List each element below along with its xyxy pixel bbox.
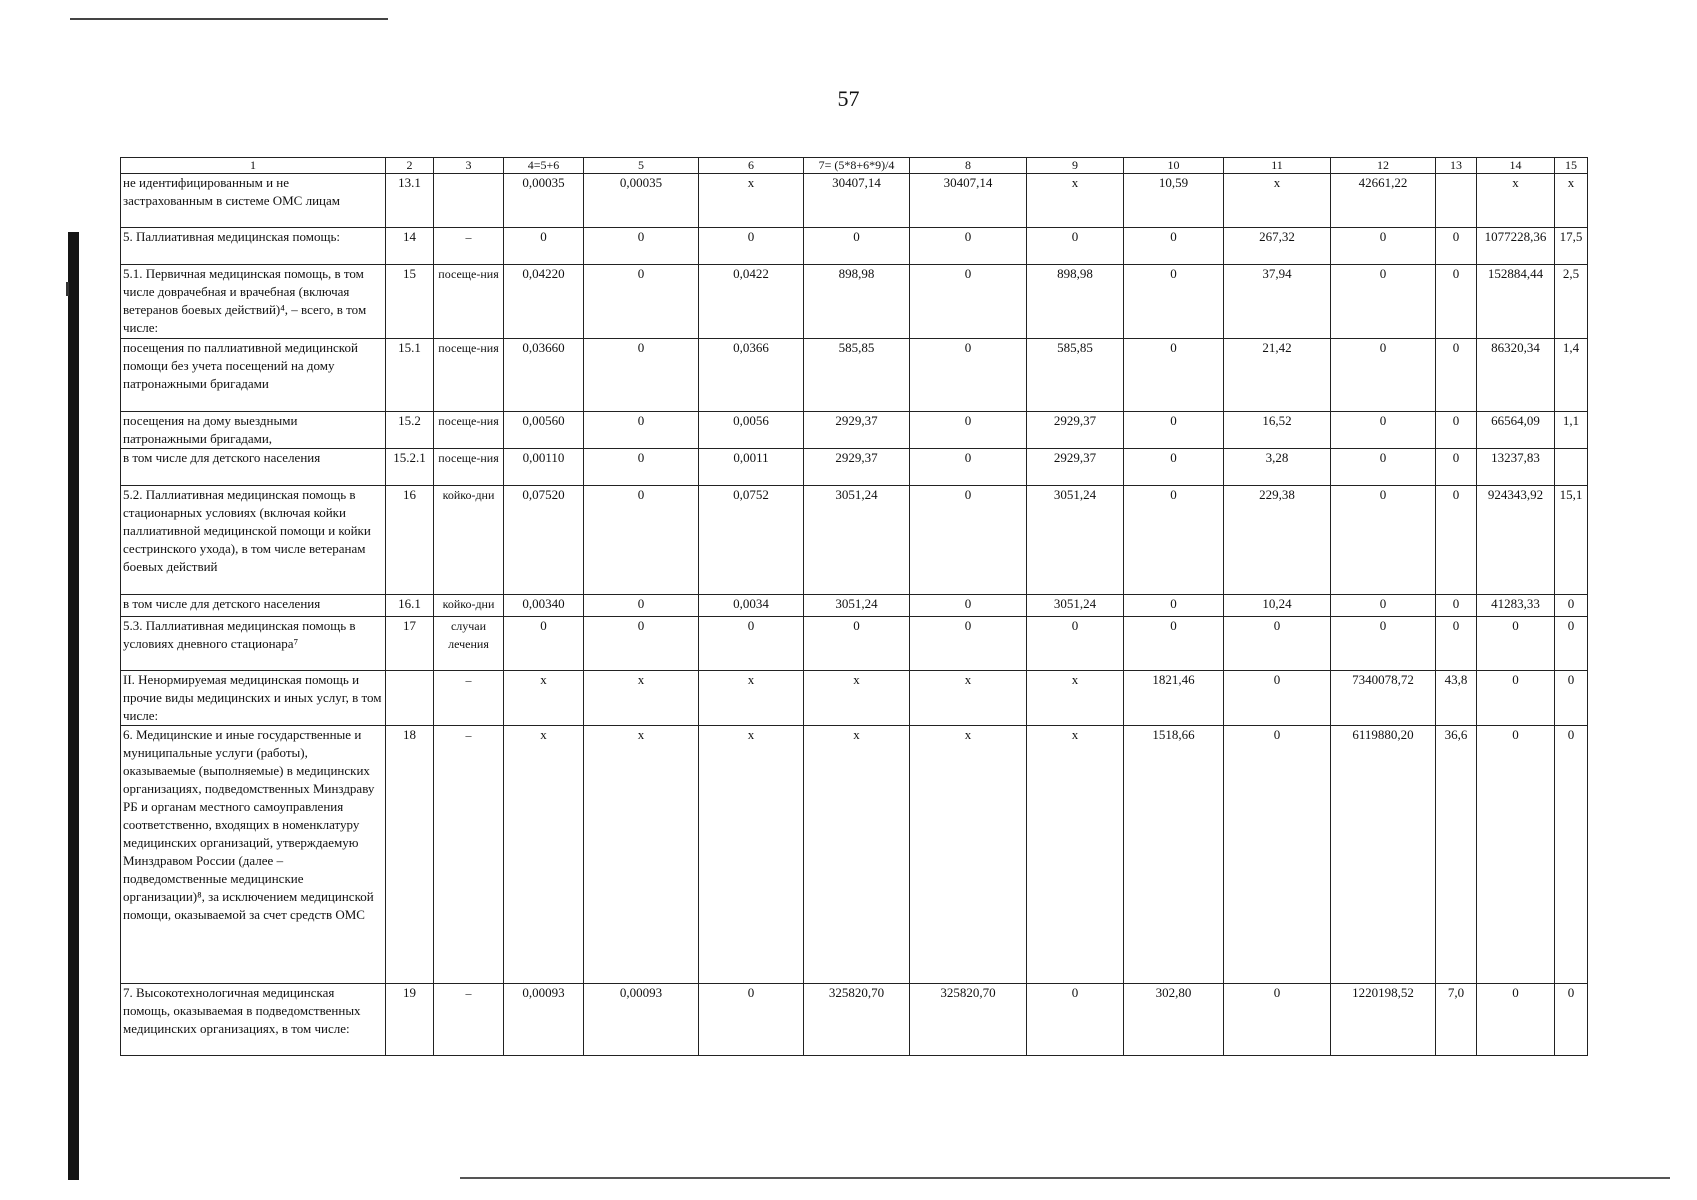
header-cell: 3 <box>434 158 504 174</box>
header-cell: 11 <box>1224 158 1331 174</box>
table-cell: посеще-ния <box>434 449 504 486</box>
table-cell: 0 <box>584 412 699 449</box>
table-cell: 0 <box>1436 339 1477 412</box>
table-cell: 2929,37 <box>1027 449 1124 486</box>
table-cell: 0 <box>584 339 699 412</box>
table-cell: 0 <box>1124 265 1224 339</box>
table-cell: 0 <box>1124 595 1224 617</box>
table-cell: 10,24 <box>1224 595 1331 617</box>
table-cell: х <box>804 671 910 726</box>
table-cell: 0 <box>1224 726 1331 984</box>
table-cell: 0,0056 <box>699 412 804 449</box>
table-cell: 2,5 <box>1555 265 1588 339</box>
table-cell: 0 <box>1331 449 1436 486</box>
table-cell: посеще-ния <box>434 265 504 339</box>
table-cell: 0 <box>1555 595 1588 617</box>
table-cell: койко-дни <box>434 486 504 595</box>
table-cell: 66564,09 <box>1477 412 1555 449</box>
table-cell: 0,0366 <box>699 339 804 412</box>
table-cell: 0 <box>1331 595 1436 617</box>
table-cell: 0 <box>1555 671 1588 726</box>
table-cell: 0 <box>1555 984 1588 1056</box>
table-cell: 1077228,36 <box>1477 228 1555 265</box>
table-cell: 18 <box>386 726 434 984</box>
header-cell: 12 <box>1331 158 1436 174</box>
table-cell: 0 <box>584 595 699 617</box>
table-cell: 0 <box>584 265 699 339</box>
table-cell: 0,0422 <box>699 265 804 339</box>
table-cell: 0 <box>584 617 699 671</box>
table-cell: – <box>434 726 504 984</box>
table-cell: 0 <box>910 339 1027 412</box>
table-cell: 0 <box>1555 617 1588 671</box>
header-cell: 6 <box>699 158 804 174</box>
table-cell: 0 <box>910 449 1027 486</box>
table-cell: 0 <box>1477 984 1555 1056</box>
table-cell: 1518,66 <box>1124 726 1224 984</box>
table-cell <box>386 671 434 726</box>
table-cell: х <box>1027 726 1124 984</box>
table-cell: х <box>910 671 1027 726</box>
table-cell: посеще-ния <box>434 339 504 412</box>
table-row <box>121 228 1588 265</box>
table-cell: 0 <box>1436 617 1477 671</box>
table-cell: 0 <box>910 228 1027 265</box>
table-cell: 898,98 <box>1027 265 1124 339</box>
table-cell: 0 <box>1331 265 1436 339</box>
table-cell: 0 <box>1124 412 1224 449</box>
row-label: посещения на дому выездными патронажными бригадами, <box>121 412 386 449</box>
table-cell: х <box>1477 174 1555 228</box>
scan-left-tick <box>66 282 69 296</box>
header-row <box>121 158 1588 174</box>
table-cell <box>434 174 504 228</box>
table-cell: 86320,34 <box>1477 339 1555 412</box>
table-cell: 3051,24 <box>804 595 910 617</box>
header-cell: 7= (5*8+6*9)/4 <box>804 158 910 174</box>
table-cell: 152884,44 <box>1477 265 1555 339</box>
row-label: 5.1. Первичная медицинская помощь, в том числе доврачебная и врачебная (включая ветеранов боевых действий)⁴, – всего, в том числе: <box>121 265 386 339</box>
table-cell: х <box>910 726 1027 984</box>
header-cell: 10 <box>1124 158 1224 174</box>
table-cell: 0,0011 <box>699 449 804 486</box>
table-cell: 21,42 <box>1224 339 1331 412</box>
table-cell: 36,6 <box>1436 726 1477 984</box>
table-cell: 0 <box>1477 671 1555 726</box>
table-cell: 0,03660 <box>504 339 584 412</box>
table-cell: 0 <box>1027 228 1124 265</box>
table-cell: 2929,37 <box>804 412 910 449</box>
table-cell <box>1436 174 1477 228</box>
table-row <box>121 449 1588 486</box>
table-cell: 0,00110 <box>504 449 584 486</box>
table-cell: 585,85 <box>1027 339 1124 412</box>
table-cell: х <box>804 726 910 984</box>
table-row <box>121 617 1588 671</box>
table-cell: 2929,37 <box>804 449 910 486</box>
table-cell: 0 <box>699 617 804 671</box>
table-cell: 17,5 <box>1555 228 1588 265</box>
table-row <box>121 595 1588 617</box>
table-cell: 13237,83 <box>1477 449 1555 486</box>
table-row <box>121 671 1588 726</box>
scan-bottom-line <box>460 1177 1670 1179</box>
table-cell: х <box>1027 174 1124 228</box>
row-label: 5.3. Паллиативная медицинская помощь в условиях дневного стационара⁷ <box>121 617 386 671</box>
table-cell: х <box>1555 174 1588 228</box>
table-cell: 924343,92 <box>1477 486 1555 595</box>
table-row <box>121 412 1588 449</box>
table-cell: 1220198,52 <box>1331 984 1436 1056</box>
table-cell: 10,59 <box>1124 174 1224 228</box>
table-cell: 19 <box>386 984 434 1056</box>
table-cell: 0 <box>1477 617 1555 671</box>
table-cell: 0,00093 <box>504 984 584 1056</box>
table-cell: 0 <box>910 412 1027 449</box>
table-cell: 42661,22 <box>1331 174 1436 228</box>
row-label: не идентифицированным и не застрахованным в системе ОМС лицам <box>121 174 386 228</box>
table-cell: 0 <box>504 617 584 671</box>
table-cell: 0,0752 <box>699 486 804 595</box>
row-label: 7. Высокотехнологичная медицинская помощь, оказываемая в подведомственных медицинских организациях, в том числе: <box>121 984 386 1056</box>
header-cell: 13 <box>1436 158 1477 174</box>
table-cell: 0 <box>1436 265 1477 339</box>
table-cell: 0,04220 <box>504 265 584 339</box>
table-cell: 0 <box>1224 671 1331 726</box>
table-cell: 7340078,72 <box>1331 671 1436 726</box>
table-cell: 43,8 <box>1436 671 1477 726</box>
table-cell: 0 <box>804 617 910 671</box>
table-row <box>121 726 1588 984</box>
table-cell: 0 <box>1436 449 1477 486</box>
table-cell: 0 <box>1477 726 1555 984</box>
table-cell: 0,00035 <box>584 174 699 228</box>
table-cell: 0 <box>1436 486 1477 595</box>
row-label: 6. Медицинские и иные государственные и муниципальные услуги (работы), оказываемые (выполняемые) в медицинских организациях, подведомственных Минздраву РБ и органам местного самоуправления соответственно, входящих в номенклатуру медицинских организаций, утверждаемую Минздравом России (далее – подведомственные медицинские организации)⁸, за исключением медицинской помощи, оказываемой за счет средств ОМС <box>121 726 386 984</box>
row-label: посещения по паллиативной медицинской помощи без учета посещений на дому патронажными бригадами <box>121 339 386 412</box>
table-cell: 30407,14 <box>910 174 1027 228</box>
table-cell: 0 <box>699 228 804 265</box>
table-cell: 325820,70 <box>910 984 1027 1056</box>
table-cell: 0 <box>910 617 1027 671</box>
table-cell: 898,98 <box>804 265 910 339</box>
table-cell: 3051,24 <box>804 486 910 595</box>
data-table <box>120 157 1588 1056</box>
table-cell: 16.1 <box>386 595 434 617</box>
table-cell: 0 <box>1124 486 1224 595</box>
table-cell: 0 <box>910 595 1027 617</box>
table-cell: 37,94 <box>1224 265 1331 339</box>
table-cell: 15.1 <box>386 339 434 412</box>
table-cell: 0 <box>1436 412 1477 449</box>
table-cell: – <box>434 984 504 1056</box>
table-cell: 0 <box>584 228 699 265</box>
table-cell: – <box>434 671 504 726</box>
table-cell: 1821,46 <box>1124 671 1224 726</box>
table-cell: 585,85 <box>804 339 910 412</box>
table-cell: 6119880,20 <box>1331 726 1436 984</box>
row-label: в том числе для детского населения <box>121 595 386 617</box>
table-cell: 14 <box>386 228 434 265</box>
table-cell: 15.2.1 <box>386 449 434 486</box>
table-cell: 0 <box>1331 339 1436 412</box>
table-cell: х <box>1224 174 1331 228</box>
table-cell: – <box>434 228 504 265</box>
table-cell <box>1555 449 1588 486</box>
scan-top-line <box>70 18 388 20</box>
header-cell: 14 <box>1477 158 1555 174</box>
table-cell: 0 <box>1124 228 1224 265</box>
table-cell: 0 <box>1124 339 1224 412</box>
table-cell: х <box>1027 671 1124 726</box>
table-row <box>121 339 1588 412</box>
table-cell: 3051,24 <box>1027 595 1124 617</box>
row-label: II. Ненормируемая медицинская помощь и прочие виды медицинских и иных услуг, в том числе: <box>121 671 386 726</box>
table-cell: 7,0 <box>1436 984 1477 1056</box>
table-cell: 3,28 <box>1224 449 1331 486</box>
table-cell: 325820,70 <box>804 984 910 1056</box>
table-cell: х <box>699 726 804 984</box>
row-label: в том числе для детского населения <box>121 449 386 486</box>
header-cell: 9 <box>1027 158 1124 174</box>
table-cell: х <box>584 671 699 726</box>
table-cell: 15.2 <box>386 412 434 449</box>
table-cell: 302,80 <box>1124 984 1224 1056</box>
table-cell: 15 <box>386 265 434 339</box>
table-cell: 0 <box>584 449 699 486</box>
table-row <box>121 174 1588 228</box>
table-cell: х <box>699 671 804 726</box>
header-cell: 8 <box>910 158 1027 174</box>
table-row <box>121 265 1588 339</box>
table-cell: х <box>504 726 584 984</box>
table-cell: 30407,14 <box>804 174 910 228</box>
table-cell: 0 <box>1027 984 1124 1056</box>
table-cell: посеще-ния <box>434 412 504 449</box>
table-cell: 0 <box>699 984 804 1056</box>
table-cell: 0 <box>1124 617 1224 671</box>
table-cell: 0,00093 <box>584 984 699 1056</box>
table-cell: 0 <box>1027 617 1124 671</box>
table-cell: 0 <box>1555 726 1588 984</box>
table-cell: 17 <box>386 617 434 671</box>
table-cell: 0,00340 <box>504 595 584 617</box>
row-label: 5.2. Паллиативная медицинская помощь в стационарных условиях (включая койки паллиативной медицинской помощи и койки сестринского ухода), в том числе ветеранам боевых действий <box>121 486 386 595</box>
page-number: 57 <box>837 86 860 111</box>
row-label: 5. Паллиативная медицинская помощь: <box>121 228 386 265</box>
table-cell: 0 <box>1436 228 1477 265</box>
table-cell: 0 <box>1124 449 1224 486</box>
table-cell: 267,32 <box>1224 228 1331 265</box>
table-cell: 16,52 <box>1224 412 1331 449</box>
table-cell: 0 <box>1331 228 1436 265</box>
table-cell: 1,1 <box>1555 412 1588 449</box>
table-cell: 13.1 <box>386 174 434 228</box>
table-cell: 0 <box>804 228 910 265</box>
table-cell: 0 <box>584 486 699 595</box>
header-cell: 5 <box>584 158 699 174</box>
table-cell: 0 <box>1224 617 1331 671</box>
table-cell: х <box>584 726 699 984</box>
table-cell: 229,38 <box>1224 486 1331 595</box>
table-row <box>121 486 1588 595</box>
table-cell: 0 <box>910 486 1027 595</box>
table-cell: 2929,37 <box>1027 412 1124 449</box>
table-cell: 0 <box>1331 486 1436 595</box>
table-cell: 41283,33 <box>1477 595 1555 617</box>
table-cell: х <box>504 671 584 726</box>
table-cell: 0 <box>1331 617 1436 671</box>
table-cell: койко-дни <box>434 595 504 617</box>
table-cell: 0 <box>910 265 1027 339</box>
table-cell: случаи лечения <box>434 617 504 671</box>
table-cell: 0,00560 <box>504 412 584 449</box>
scan-left-edge <box>68 232 79 1180</box>
table-cell: 0 <box>1436 595 1477 617</box>
header-cell: 15 <box>1555 158 1588 174</box>
table-cell: 0 <box>1331 412 1436 449</box>
table-cell: 0,0034 <box>699 595 804 617</box>
table-cell: х <box>699 174 804 228</box>
table-cell: 1,4 <box>1555 339 1588 412</box>
header-cell: 1 <box>121 158 386 174</box>
table-cell: 0,07520 <box>504 486 584 595</box>
table-cell: 0 <box>1224 984 1331 1056</box>
table-cell: 0,00035 <box>504 174 584 228</box>
table-cell: 0 <box>504 228 584 265</box>
table-cell: 15,1 <box>1555 486 1588 595</box>
header-cell: 4=5+6 <box>504 158 584 174</box>
table-cell: 16 <box>386 486 434 595</box>
table-cell: 3051,24 <box>1027 486 1124 595</box>
header-cell: 2 <box>386 158 434 174</box>
table-row <box>121 984 1588 1056</box>
